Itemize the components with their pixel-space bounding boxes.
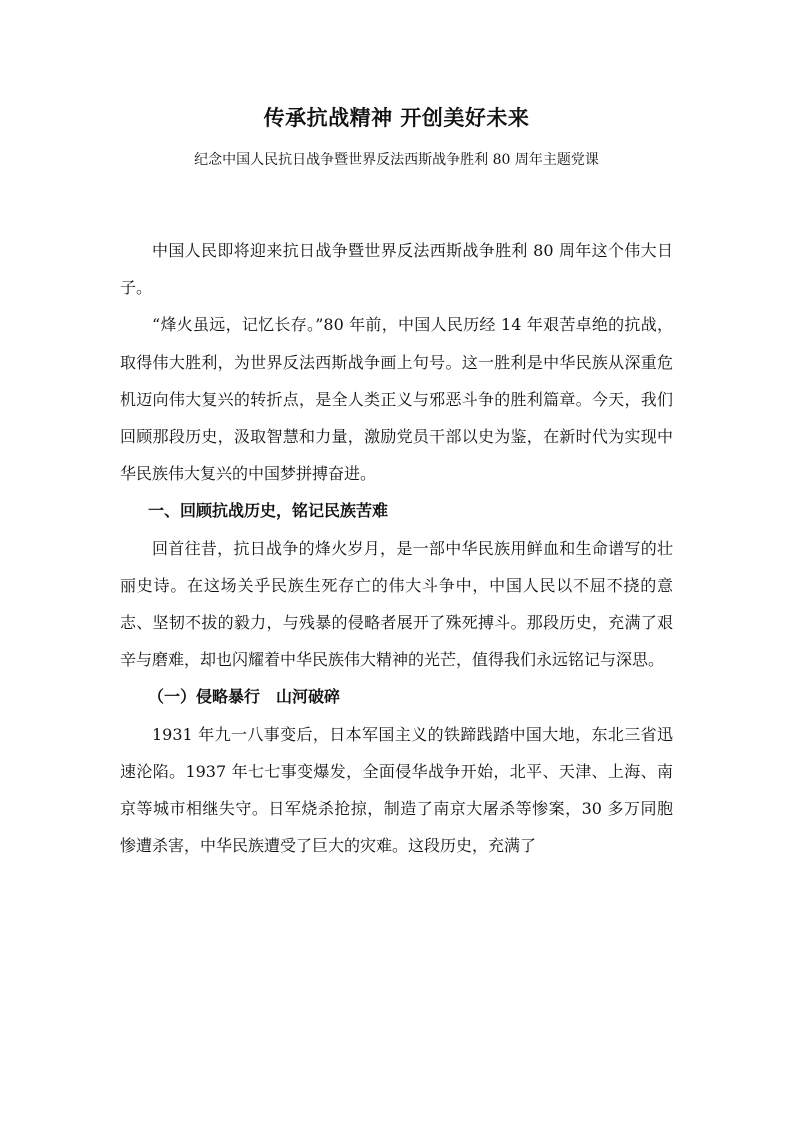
document-subtitle: 纪念中国人民抗日战争暨世界反法西斯战争胜利 80 周年主题党课 bbox=[194, 152, 599, 168]
document-title: 传承抗战精神 开创美好未来 bbox=[263, 106, 530, 130]
paragraph-intro: 中国人民即将迎来抗日战争暨世界反法西斯战争胜利 80 周年这个伟大日子。 bbox=[120, 241, 673, 298]
section-heading-1: 一、回顾抗战历史，铭记民族苦难 bbox=[148, 501, 389, 521]
paragraph-review-history: 回首往昔，抗日战争的烽火岁月，是一部中华民族用鲜血和生命谱写的壮丽史诗。在这场关乎民族生死存亡的伟大斗争中，中国人民以不屈不挠的意志、坚韧不拔的毅力，与残暴的侵略者展开了殊死搏斗。那段历史，充满了艰辛与磨难，却也闪耀着中华民族伟大精神的光芒，值得我们永远铭记与深思。 bbox=[120, 538, 673, 670]
document-body bbox=[120, 232, 673, 864]
subsection-heading-1: （一）侵略暴行 山河破碎 bbox=[148, 687, 341, 707]
paragraph-history-significance: “烽火虽远，记忆长存。”80 年前，中国人民历经 14 年艰苦卓绝的抗战，取得伟大胜利，为世界反法西斯战争画上句号。这一胜利是中华民族从深重危机迈向伟大复兴的转折点，是全人类正义与邪恶斗争的胜利篇章。今天，我们回顾那段历史，汲取智慧和力量，激励党员干部以史为鉴，在新时代为实现中华民族伟大复兴的中国梦拼搏奋进。 bbox=[120, 315, 673, 484]
paragraph-invasion-atrocities: 1931 年九一八事变后，日本军国主义的铁蹄践踏中国大地，东北三省迅速沦陷。1937 年七七事变爆发，全面侵华战争开始，北平、天津、上海、南京等城市相继失守。日军烧杀抢掠，制造了南京大屠杀等惨案，30 多万同胞惨遭杀害，中华民族遭受了巨大的灾难。这段历史，充满了 bbox=[120, 724, 673, 856]
